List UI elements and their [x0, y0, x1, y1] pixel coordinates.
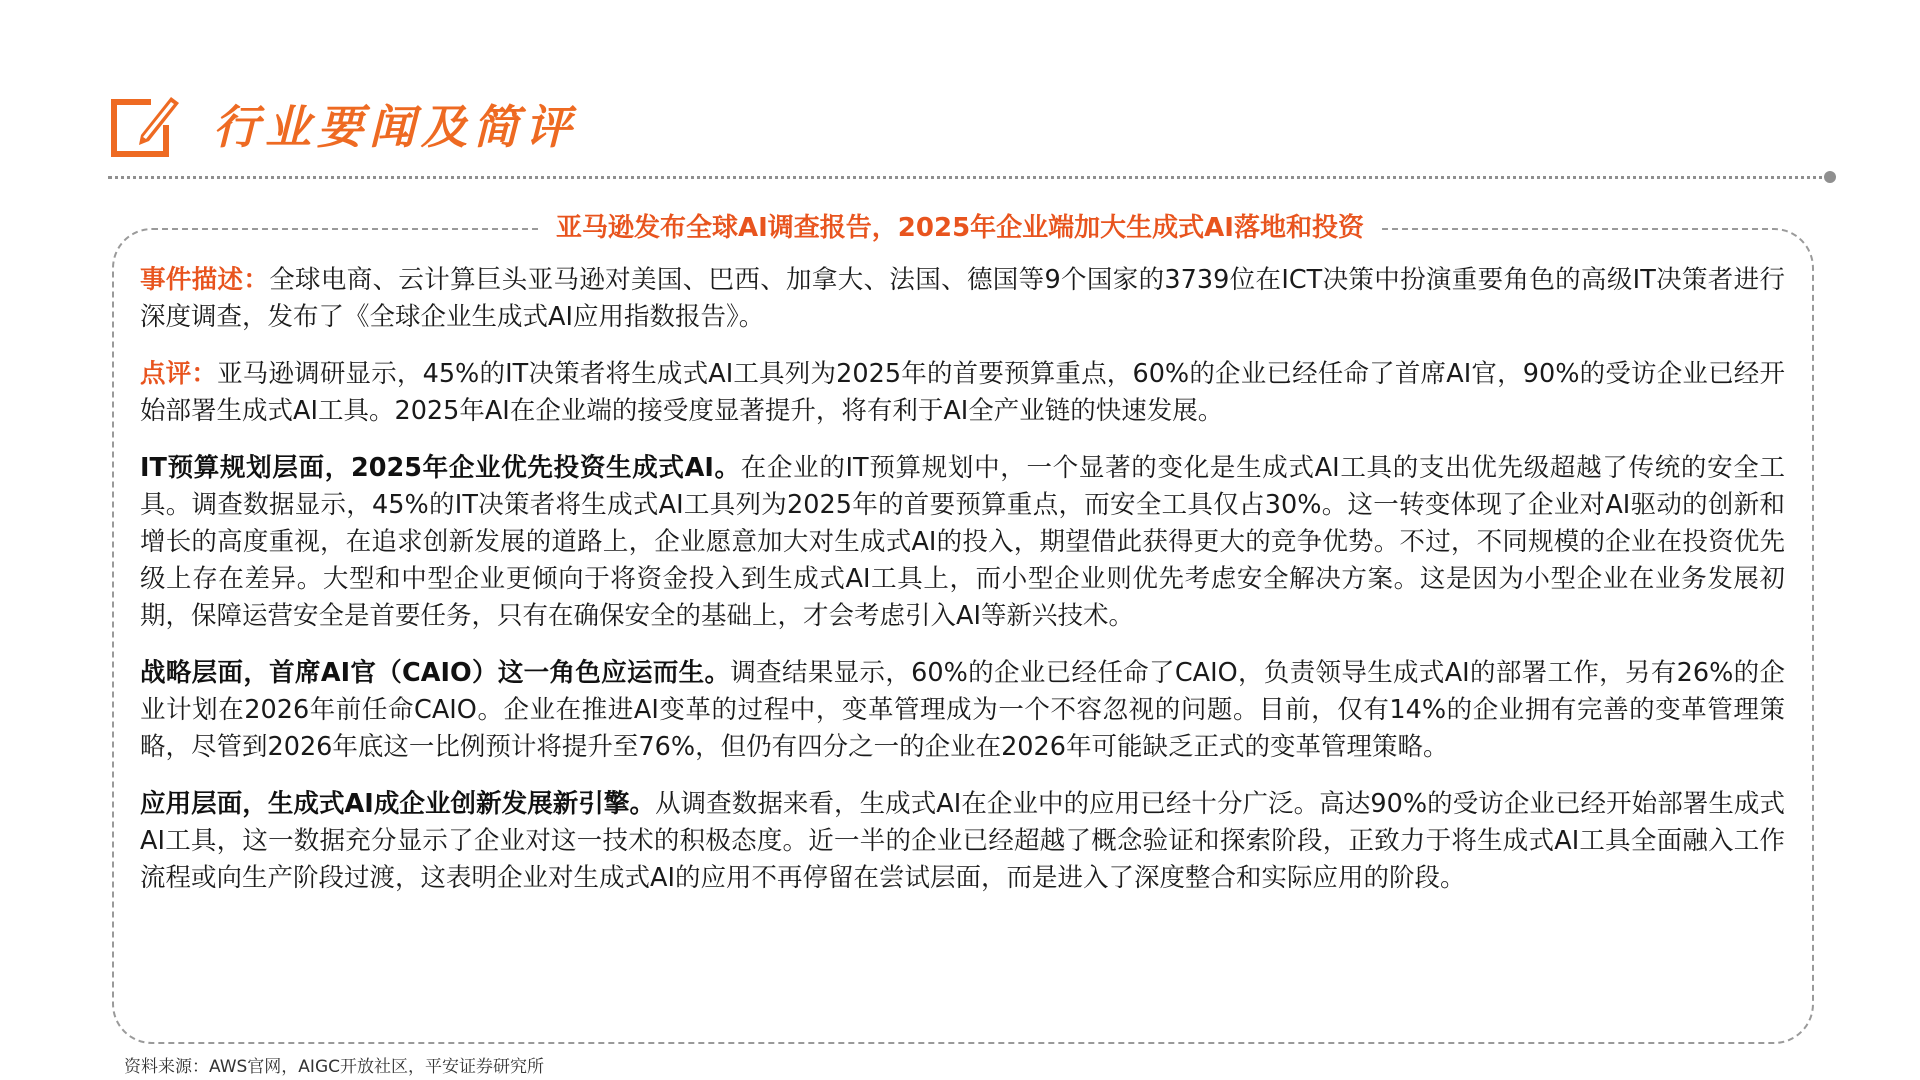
it-budget-paragraph	[140, 450, 1785, 635]
source-note: 资料来源：AWS官网，AIGC开放社区，平安证券研究所	[124, 1057, 544, 1077]
paragraph-text: 亚马逊调研显示，45%的IT决策者将生成式AI工具列为2025年的首要预算重点，60%的企业已经任命了首席AI官，90%的受访企业已经开始部署生成式AI工具。2025年AI在企业端的接受度显著提升，将有利于AI全产业链的快速发展。	[140, 359, 1785, 426]
paragraph-text: 全球电商、云计算巨头亚马逊对美国、巴西、加拿大、法国、德国等9个国家的3739位在ICT决策中扮演重要角色的高级IT决策者进行深度调查，发布了《全球企业生成式AI应用指数报告》。	[140, 265, 1785, 332]
paragraph-lead: 点评：	[140, 359, 218, 389]
event-description-paragraph	[140, 262, 1785, 336]
page-header	[105, 84, 577, 164]
application-paragraph	[140, 786, 1785, 897]
body-text	[140, 262, 1785, 917]
page-title: 行业要闻及简评	[213, 100, 577, 154]
paragraph-lead: 事件描述：	[140, 265, 270, 295]
paragraph-text: 调查结果显示，60%的企业已经任命了CAIO，负责领导生成式AI的部署工作，另有26%的企业计划在2026年前任命CAIO。企业在推进AI变革的过程中，变革管理成为一个不容忽视的问题。目前，仅有14%的企业拥有完善的变革管理策略，尽管到2026年底这一比例预计将提升至76%，但仍有四分之一的企业在2026年可能缺乏正式的变革管理策略。	[140, 658, 1785, 762]
paragraph-lead: 战略层面，首席AI官（CAIO）这一角色应运而生。	[140, 658, 731, 688]
paragraph-lead: IT预算规划层面，2025年企业优先投资生成式AI。	[140, 453, 741, 483]
paragraph-text: 从调查数据来看，生成式AI在企业中的应用已经十分广泛。高达90%的受访企业已经开始部署生成式AI工具，这一数据充分显示了企业对这一技术的积极态度。近一半的企业已经超越了概念验证和探索阶段，正致力于将生成式AI工具全面融入工作流程或向生产阶段过渡，这表明企业对生成式AI的应用不再停留在尝试层面，而是进入了深度整合和实际应用的阶段。	[140, 789, 1785, 893]
paragraph-lead: 应用层面，生成式AI成企业创新发展新引擎。	[140, 789, 656, 819]
header-divider	[108, 176, 1830, 179]
box-title: 亚马逊发布全球AI调查报告，2025年企业端加大生成式AI落地和投资	[538, 210, 1382, 246]
pencil-note-icon	[105, 85, 183, 163]
paragraph-text: 在企业的IT预算规划中，一个显著的变化是生成式AI工具的支出优先级超越了传统的安全工具。调查数据显示，45%的IT决策者将生成式AI工具列为2025年的首要预算重点，而安全工具仅占30%。这一转变体现了企业对AI驱动的创新和增长的高度重视，在追求创新发展的道路上，企业愿意加大对生成式AI的投入，期望借此获得更大的竞争优势。不过，不同规模的企业在投资优先级上存在差异。大型和中型企业更倾向于将资金投入到生成式AI工具上，而小型企业则优先考虑安全解决方案。这是因为小型企业在业务发展初期，保障运营安全是首要任务，只有在确保安全的基础上，才会考虑引入AI等新兴技术。	[140, 453, 1785, 631]
divider-end-dot	[1824, 171, 1836, 183]
comment-paragraph	[140, 356, 1785, 430]
strategy-paragraph	[140, 655, 1785, 766]
